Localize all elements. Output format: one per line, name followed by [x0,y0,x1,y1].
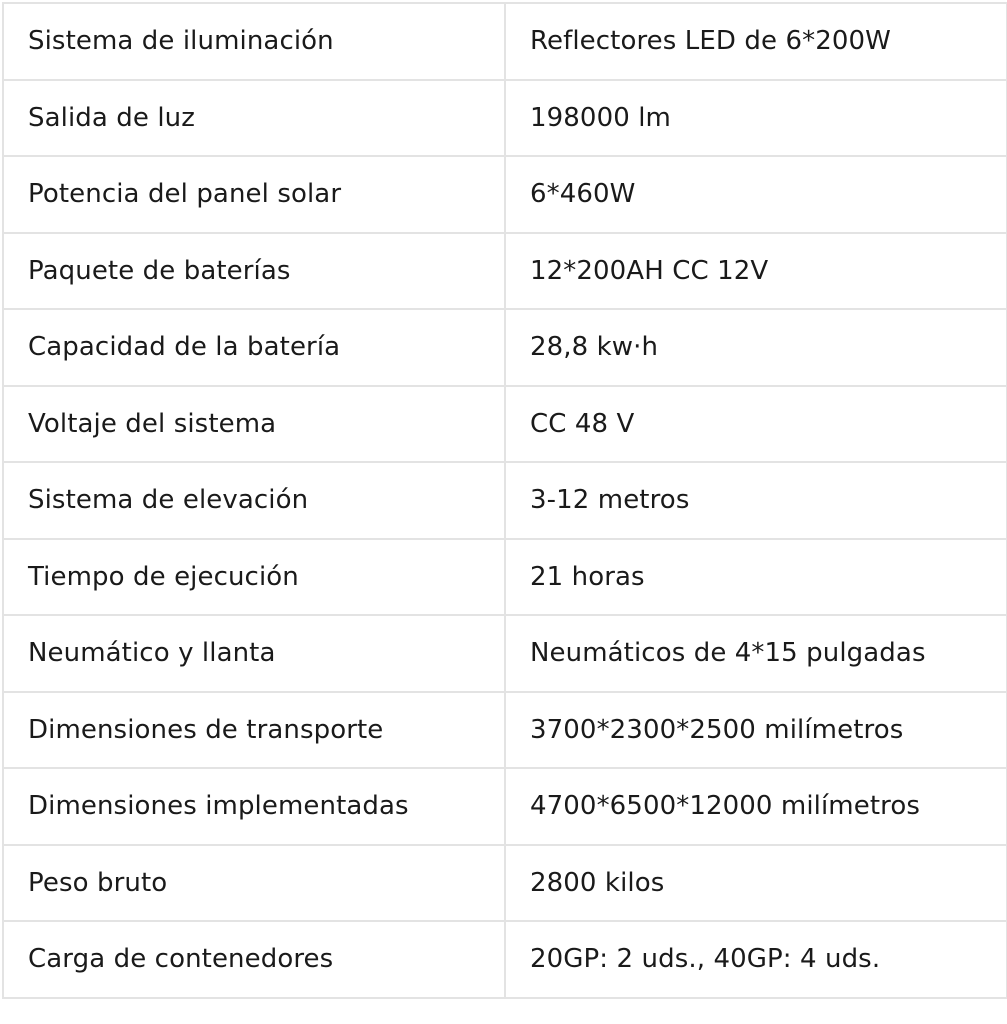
table-row [3,615,1007,692]
table-row [3,921,1007,998]
spec-label: Salida de luz [3,80,505,157]
spec-label: Carga de contenedores [3,921,505,998]
table-row [3,233,1007,310]
spec-label: Dimensiones implementadas [3,768,505,845]
spec-value: 21 horas [505,539,1007,616]
spec-label: Sistema de iluminación [3,3,505,80]
spec-value: 4700*6500*12000 milímetros [505,768,1007,845]
spec-value: Reflectores LED de 6*200W [505,3,1007,80]
spec-label: Peso bruto [3,845,505,922]
spec-table-body [3,3,1007,998]
spec-table [2,2,1007,999]
spec-value: CC 48 V [505,386,1007,463]
spec-value: 2800 kilos [505,845,1007,922]
spec-label: Capacidad de la batería [3,309,505,386]
spec-label: Dimensiones de transporte [3,692,505,769]
spec-label: Tiempo de ejecución [3,539,505,616]
table-row [3,156,1007,233]
spec-label: Paquete de baterías [3,233,505,310]
spec-label: Potencia del panel solar [3,156,505,233]
spec-value: 6*460W [505,156,1007,233]
spec-value: 198000 lm [505,80,1007,157]
table-row [3,768,1007,845]
spec-value: 12*200AH CC 12V [505,233,1007,310]
spec-label: Neumático y llanta [3,615,505,692]
spec-value: 20GP: 2 uds., 40GP: 4 uds. [505,921,1007,998]
spec-label: Sistema de elevación [3,462,505,539]
table-row [3,3,1007,80]
table-row [3,845,1007,922]
spec-label: Voltaje del sistema [3,386,505,463]
table-row [3,386,1007,463]
spec-value: 3-12 metros [505,462,1007,539]
spec-value: 3700*2300*2500 milímetros [505,692,1007,769]
table-row [3,80,1007,157]
table-row [3,539,1007,616]
table-row [3,692,1007,769]
spec-value: Neumáticos de 4*15 pulgadas [505,615,1007,692]
spec-value: 28,8 kw·h [505,309,1007,386]
table-row [3,309,1007,386]
table-row [3,462,1007,539]
